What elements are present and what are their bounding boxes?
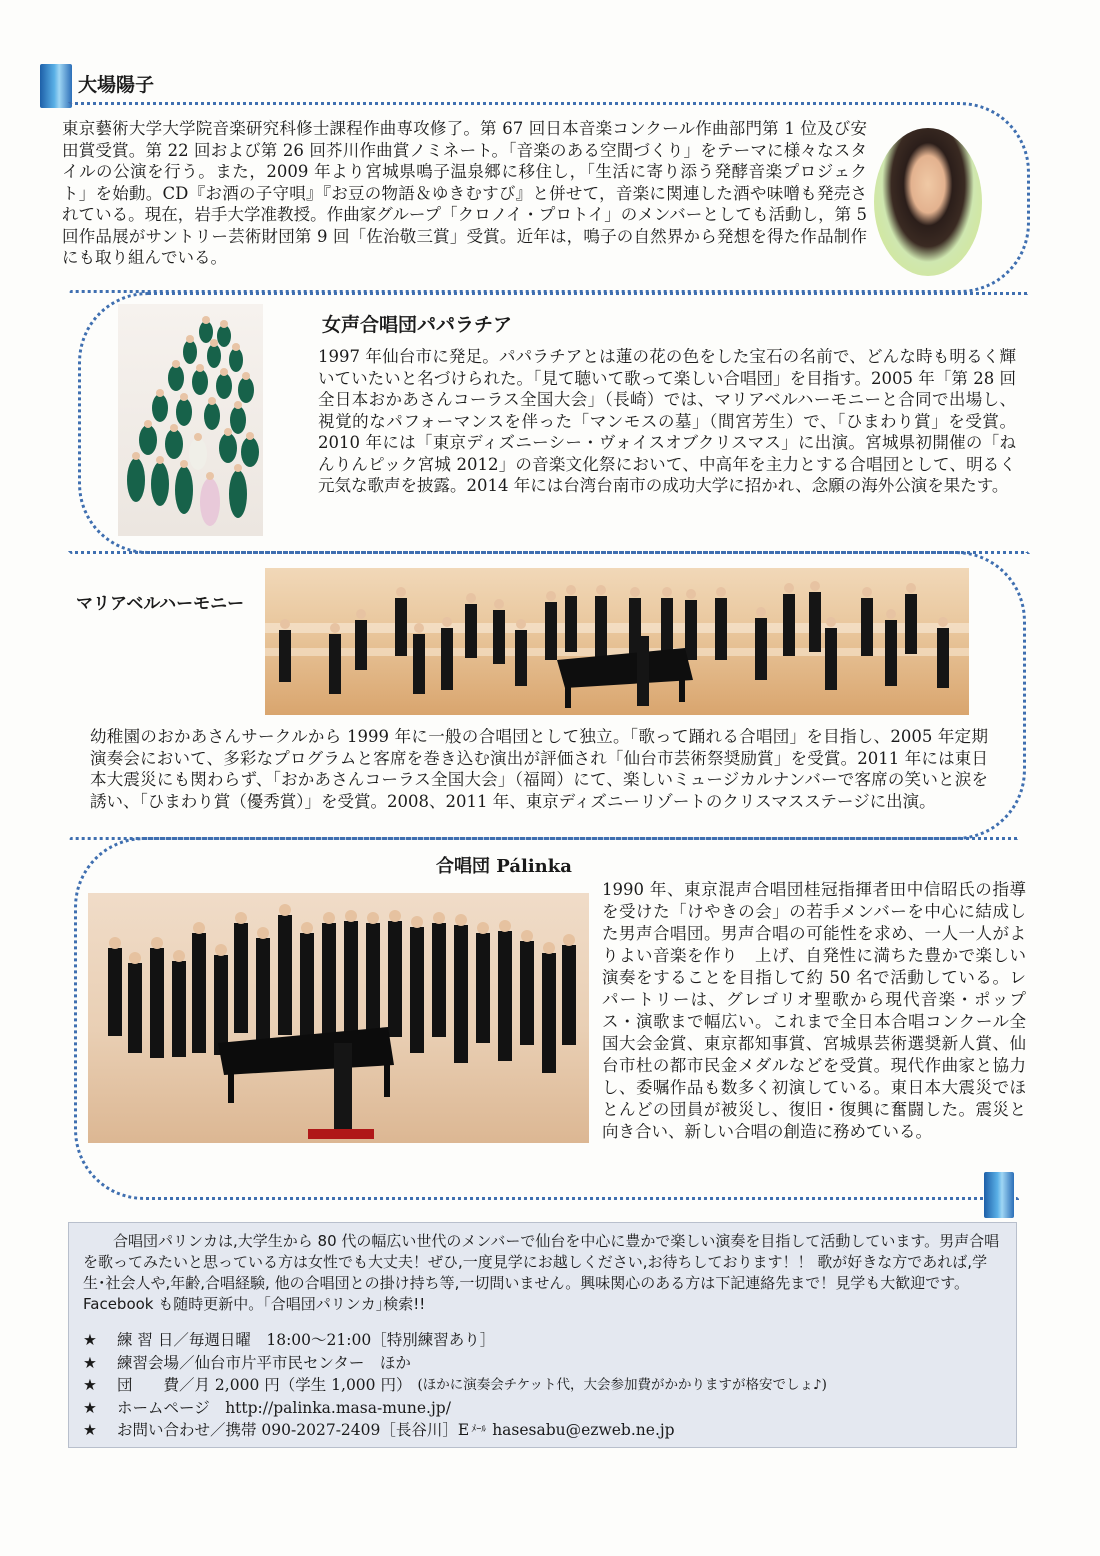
recruitment-info-box [68, 1222, 1017, 1448]
star-icon: ★ [83, 1331, 97, 1349]
list-item [83, 1352, 1003, 1375]
paparachia-bio: 1997 年仙台市に発足。パパラチアとは蓮の花の色をした宝石の名前で、どんな時も明るく輝いていたいと名づけられた。「見て聴いて歌って楽しい合唱団」を目指す。2005 年「第 28 回全日本おかあさんコーラス全国大会」（長崎）では、マリアベルハーモニーと合同で出場し、視覚的なパフォーマンスを伴った「マンモスの墓」（間宮芳生）で、「ひまわり賞」を受賞。2010 年には「東京ディズニーシー・ヴォイスオブクリスマス」に出演。宮城県初開催の「ねんりんピック宮城 2012」の音楽文化祭において、中高年を主力とする合唱団として、明るく元気な歌声を披露。2014 年には台湾台南市の成功大学に招かれ、念願の海外公演を果たす。 [318, 347, 1016, 495]
mariabell-name-heading: マリアベルハーモニー [76, 594, 245, 614]
mariabell-choir-photo [265, 568, 969, 715]
star-icon: ★ [83, 1421, 97, 1439]
membership-fee: 団 費／月 2,000 円（学生 1,000 円） [117, 1376, 412, 1394]
male-choir-illustration [88, 893, 589, 1143]
stage-performers-illustration [265, 568, 969, 715]
practice-day: 練 習 日／毎週日曜 18:00〜21:00［特別練習あり］ [117, 1331, 496, 1349]
list-item [83, 1374, 1003, 1397]
list-item [83, 1329, 1003, 1352]
recruitment-intro: 合唱団パリンカは,大学生から 80 代の幅広い世代のメンバーで仙台を中心に豊かで楽しい演奏を目指して活動しています。男声合唱を歌ってみたいと思っている方は女性でも大丈夫！ぜひ,一度見学にお越しください,お待ちしております！！ 歌が好きな方であれば,学生･社会人や,年齢,合唱経験, 他の合唱団との掛け持ち等,一切問いません。興味関心のある方は下記連絡先まで！見学も大歓迎です。Facebook も随時更新中。｢合唱団パリンカ｣検索!! [83, 1232, 1000, 1313]
contact-email-link[interactable]: hasesabu@ezweb.ne.jp [492, 1421, 675, 1439]
paparachia-choir-photo [118, 304, 263, 536]
oba-portrait-photo [874, 128, 982, 276]
star-icon: ★ [83, 1353, 97, 1372]
contact-phone: お問い合わせ／携帯 090-2027-2409［長谷川］E [117, 1421, 470, 1439]
mariabell-bio: 幼稚園のおかあさんサークルから 1999 年に一般の合唱団として独立。「歌って踊れる合唱団」を目指し、2005 年定期演奏会において、多彩なプログラムと客席を巻き込む演出が評価され「仙台市芸術祭奨励賞」を受賞。2011 年には東日本大震災にも関わらず、「おかあさんコーラス全国大会」（福岡）にて、楽しいミュージカルナンバーで客席の笑いと涙を誘い、「ひまわり賞（優秀賞）」を受賞。2008、2011 年、東京ディズニーリゾートのクリスマスステージに出演。 [90, 727, 988, 811]
choir-figures-illustration [118, 304, 263, 536]
list-item [83, 1397, 1003, 1420]
fee-note: (ほかに演奏会チケット代，大会参加費がかかりますが格安でしょ♪) [417, 1377, 827, 1393]
star-icon: ★ [83, 1376, 97, 1394]
oba-bio: 東京藝術大学大学院音楽研究科修士課程作曲専攻修了。第 67 回日本音楽コンクール作曲部門第 1 位及び安田賞受賞。第 22 回および第 26 回芥川作曲賞ノミネート。「音楽のある空間づくり」をテーマに様々なスタイルの公演を行う。また，2009 年より宮城県鳴子温泉郷に移住し，「生活に寄り添う発酵音楽プロジェクト」を始動。CD『お酒の子守唄』『お豆の物語＆ゆきむすび』と併せて，音楽に関連した酒や味噌も発売されている。現在，岩手大学准教授。作曲家グループ「クロノイ・プロトイ」のメンバーとしても活動し，第 5 回作品展がサントリー芸術財団第 9 回「佐治敬三賞」受賞。近年は，鳴子の自然界から発想を得た作品制作にも取り組んでいる。 [62, 119, 867, 267]
section-marker [984, 1172, 1014, 1218]
homepage-link[interactable]: ホームページ http://palinka.masa-mune.jp/ [117, 1398, 451, 1417]
palinka-choir-photo [88, 893, 589, 1143]
paparachia-name-heading: 女声合唱団パパラチア [322, 314, 513, 336]
palinka-bio: 1990 年、東京混声合唱団桂冠指揮者田中信昭氏の指導を受けた「けやきの会」の若手メンバーを中心に結成した男声合唱団。男声合唱の可能性を求め、一人一人がよりよい音楽を作り 上げ、自発性に満ちた豊かで楽しい演奏をすることを目指して約 50 名で活動している。レパートリーは、グレゴリオ聖歌から現代音楽・ポップス・演歌まで幅広い。これまで全日本合唱コンクール全国大会金賞、東京都知事賞、宮城県芸術選奨新人賞、仙台市杜の都市民金メダルなどを受賞。現代作曲家と協力し、委嘱作品も数多く初演している。東日本大震災でほとんどの団員が被災し、復旧・復興に奮闘した。震災と向き合い、新しい合唱の創造に務めている。 [602, 880, 1026, 1141]
oba-name-heading: 大場陽子 [78, 74, 155, 96]
mail-label: ﾒｰﾙ [471, 1424, 487, 1435]
info-list [83, 1329, 1003, 1442]
practice-venue: 練習会場／仙台市片平市民センター ほか [117, 1353, 411, 1372]
list-item [83, 1419, 1003, 1442]
palinka-name-heading: 合唱団 Pálinka [436, 856, 572, 877]
star-icon: ★ [83, 1398, 97, 1417]
